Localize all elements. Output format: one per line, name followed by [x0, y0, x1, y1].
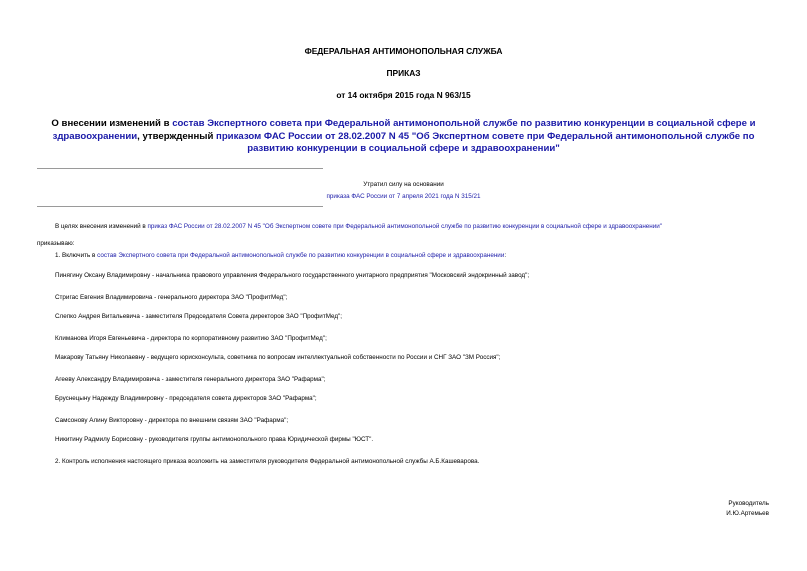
title-text-2: , утвержденный: [137, 130, 217, 142]
divider-bottom: [37, 206, 323, 207]
document-title: [50, 118, 757, 156]
preamble-text: В целях внесения изменений в: [55, 223, 148, 230]
status-link[interactable]: приказа ФАС России от 7 апреля 2021 года N 315/21: [326, 193, 481, 200]
signature-name: И.Ю.Артемьев: [726, 510, 769, 517]
order-word: приказываю:: [37, 240, 75, 247]
item-1: [55, 252, 506, 259]
status-label: Утратил силу на основании: [363, 181, 444, 188]
agency-heading: ФЕДЕРАЛЬНАЯ АНТИМОНОПОЛЬНАЯ СЛУЖБА: [304, 46, 503, 56]
list-item: Бруснецыну Надежду Владимировну - председателя совета директоров ЗАО "Рафарма";: [55, 395, 317, 402]
list-item: Никитину Радмилу Борисовну - руководителя группы антимонопольного права Юридической фирмы "ЮСТ".: [55, 436, 374, 443]
doc-date-heading: от 14 октября 2015 года N 963/15: [336, 90, 471, 100]
item-1-prefix: 1. Включить в: [55, 252, 98, 259]
list-item: Макарову Татьяну Николаевну - ведущего юрисконсульта, советника по вопросам интеллектуальной собственности по России и СНГ ЗАО "ЗМ Россия";: [55, 354, 501, 361]
title-text-1: О внесении изменений в: [51, 118, 173, 129]
list-item: Агееву Александру Владимировича - заместителя генерального директора ЗАО "Рафарма";: [55, 376, 326, 383]
list-item: Самсонову Алину Викторовну - директора по внешним связям ЗАО "Рафарма";: [55, 417, 289, 424]
preamble: [55, 223, 662, 230]
preamble-link[interactable]: приказ ФАС России от 28.02.2007 N 45 "Об Экспертном совете при Федеральной антимонопольной службе по развитию конкуренции в социальной сфере и здравоохранении": [147, 223, 663, 230]
list-item: Стригас Евгения Владимировича - генерального директора ЗАО "ПрофитМед";: [55, 294, 288, 301]
doc-type-heading: ПРИКАЗ: [386, 68, 421, 78]
item-1-suffix: :: [504, 252, 507, 259]
list-item: Пинягину Оксану Владимировну - начальника правового управления Федерального государственного унитарного предприятия "Московский эндокринный завод";: [55, 272, 530, 279]
list-item: Климанова Игоря Евгеньевича - директора по корпоративному развитию ЗАО "ПрофитМед";: [55, 335, 327, 342]
title-link-council[interactable]: состав Экспертного совета при Федеральной антимонопольной службе по развитию конкуренции в социальной сфере и здравоохранении: [52, 118, 756, 142]
item-2: 2. Контроль исполнения настоящего приказа возложить на заместителя руководителя Федеральной антимонопольной службы А.Б.Кашеварова.: [55, 458, 480, 465]
signature-position: Руководитель: [728, 500, 769, 507]
item-1-link[interactable]: состав Экспертного совета при Федеральной антимонопольной службе по развитию конкуренции в социальной сфере и здравоохранении: [97, 252, 505, 259]
title-link-order[interactable]: приказом ФАС России от 28.02.2007 N 45 "Об Экспертном совете при Федеральной антимонопольной службе по развитию конкуренции в социальной сфере и здравоохранении": [216, 130, 755, 154]
list-item: Слепко Андрея Витальевича - заместителя Председателя Совета директоров ЗАО "ПрофитМед";: [55, 313, 343, 320]
divider-top: [37, 168, 323, 169]
